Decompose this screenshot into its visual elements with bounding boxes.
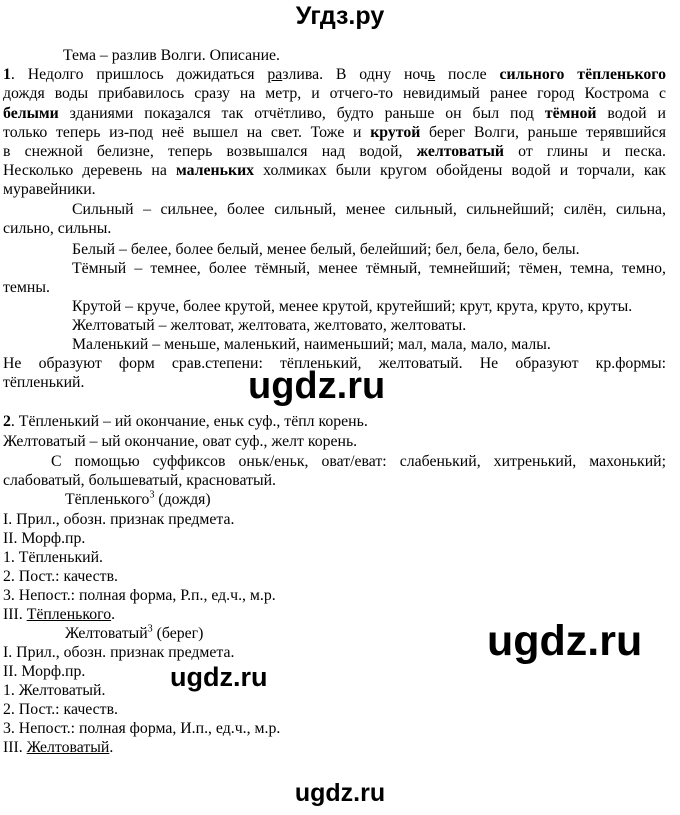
watermark-right: ugdz.ru bbox=[487, 617, 643, 665]
analysis1-point-2: 2. Пост.: качеств. bbox=[3, 568, 118, 585]
analysis1-point-3: 3. Непост.: полная форма, Р.п., ед.ч., м.р. bbox=[3, 587, 276, 604]
suffix-line-1: С помощью суффиксов оньк/еньк, оват/еват: слабенький, хитренький, махонький; bbox=[51, 453, 666, 470]
underlined-letter: ь bbox=[427, 66, 436, 83]
text: холмиках были кругом обойдены водой и торчали, как bbox=[254, 162, 666, 179]
bold-word: тёмной bbox=[544, 105, 597, 122]
text: III. bbox=[3, 606, 27, 623]
forms-dark-1: Тёмный – темнее, более тёмный, менее тёмный, темнейший; тёмен, темна, темно, bbox=[72, 260, 666, 277]
task1-line-6 bbox=[3, 161, 666, 180]
text: только теперь из-под неё вышел на свет. Тоже и bbox=[3, 124, 371, 141]
topic-line: Тема – разлив Волги. Описание. bbox=[63, 47, 280, 64]
watermark-bottom: ugdz.ru bbox=[294, 779, 386, 807]
watermark-middle: ugdz.ru bbox=[248, 365, 386, 407]
superscript: 3 bbox=[147, 623, 153, 635]
text: дождя воды прибавилось сразу на метр, и отчего-то невидимый ранее город Кострома с bbox=[3, 85, 666, 102]
superscript: 3 bbox=[149, 489, 155, 501]
task1-line-4 bbox=[3, 123, 666, 142]
watermark-top: Угдз.ру bbox=[295, 2, 385, 30]
forms-strong-2: сильно, сильны. bbox=[3, 220, 112, 237]
text: берег Волги, раньше терявшийся bbox=[420, 124, 667, 141]
note-line-2: тёпленький. bbox=[3, 374, 85, 391]
analysis2-part-i: I. Прил., обозн. признак предмета. bbox=[3, 644, 235, 661]
text: ался так отчётливо, будто раньше он был под bbox=[181, 105, 545, 122]
underlined-letters: ра bbox=[267, 66, 283, 83]
text: от глины и песка. bbox=[504, 143, 666, 160]
text: . bbox=[109, 739, 114, 756]
text: Желтоватый bbox=[65, 625, 148, 642]
analysis1-heading bbox=[65, 490, 211, 509]
task2-line-2: Желтоватый – ый окончание, оват суф., желт корень. bbox=[3, 433, 358, 450]
forms-steep: Крутой – круче, более крутой, менее крутой, крутейший; крут, крута, круто, круты. bbox=[72, 298, 633, 315]
suffix-line-2: слабоватый, большеватый, красноватый. bbox=[3, 472, 276, 489]
analysis2-point-1: 1. Желтоватый. bbox=[3, 682, 106, 699]
text: зданиями пока bbox=[58, 105, 176, 122]
text: водой и bbox=[596, 105, 666, 122]
forms-strong-1: Сильный – сильнее, более сильный, менее сильный, сильнейший; силён, сильна, bbox=[72, 201, 666, 218]
task1-line-7: муравейники. bbox=[3, 181, 96, 198]
analysis2-heading bbox=[65, 624, 203, 643]
text: Тёпленького bbox=[65, 491, 150, 508]
analysis2-part-iii bbox=[3, 738, 113, 757]
text: Несколько деревень на bbox=[3, 162, 176, 179]
task1-line-2 bbox=[3, 84, 666, 103]
watermark-left: ugdz.ru bbox=[170, 662, 268, 692]
underlined-letter: з bbox=[175, 105, 182, 122]
text: после bbox=[435, 66, 500, 83]
task1-line-5 bbox=[3, 142, 666, 161]
task1-number: 1 bbox=[3, 66, 11, 83]
text: . Тёпленький – ий окончание, еньк суф., тёпл корень. bbox=[10, 413, 368, 430]
text: III. bbox=[3, 739, 27, 756]
text: (берег) bbox=[152, 625, 204, 642]
forms-yellowish: Желтоватый – желтоват, желтовата, желтовато, желтоваты. bbox=[72, 317, 467, 334]
text: в снежной белизне, теперь возвышался над водой, bbox=[3, 143, 417, 160]
note-line-1: Не образуют форм срав.степени: тёпленький, желтоватый. Не образуют кр.формы: bbox=[3, 355, 666, 372]
text: . bbox=[111, 606, 116, 623]
task2-line-1 bbox=[3, 412, 368, 431]
analysis1-part-ii: II. Морф.пр. bbox=[3, 530, 86, 547]
underlined-word: Тёпленького bbox=[26, 606, 112, 623]
task1-line-1 bbox=[3, 65, 666, 84]
task2-number: 2 bbox=[3, 413, 11, 430]
forms-dark-2: темны. bbox=[3, 279, 50, 296]
text: ива. В одну ноч bbox=[296, 66, 428, 83]
text: зл bbox=[282, 66, 297, 83]
analysis1-point-1: 1. Тёпленький. bbox=[3, 549, 103, 566]
forms-small: Маленький – меньше, маленький, наименьший; мал, мала, мало, малы. bbox=[72, 336, 551, 353]
bold-word: маленьких bbox=[175, 162, 255, 179]
bold-phrase: сильного тёпленького bbox=[499, 66, 666, 83]
text: (дождя) bbox=[154, 491, 211, 508]
analysis1-part-i: I. Прил., обозн. признак предмета. bbox=[3, 511, 235, 528]
analysis2-point-2: 2. Пост.: качеств. bbox=[3, 701, 118, 718]
analysis2-part-ii: II. Морф.пр. bbox=[3, 663, 86, 680]
analysis1-part-iii bbox=[3, 605, 115, 624]
bold-word: белыми bbox=[3, 105, 59, 122]
underlined-word: Желтоватый bbox=[26, 739, 110, 756]
bold-word: крутой bbox=[370, 124, 421, 141]
text: . Недолго пришлось дожидаться bbox=[10, 66, 268, 83]
analysis2-point-3: 3. Непост.: полная форма, И.п., ед.ч., м.р. bbox=[3, 720, 281, 737]
forms-white: Белый – белее, более белый, менее белый, белейший; бел, бела, бело, белы. bbox=[72, 241, 580, 258]
task1-line-3 bbox=[3, 104, 666, 123]
bold-word: желтоватый bbox=[416, 143, 505, 160]
